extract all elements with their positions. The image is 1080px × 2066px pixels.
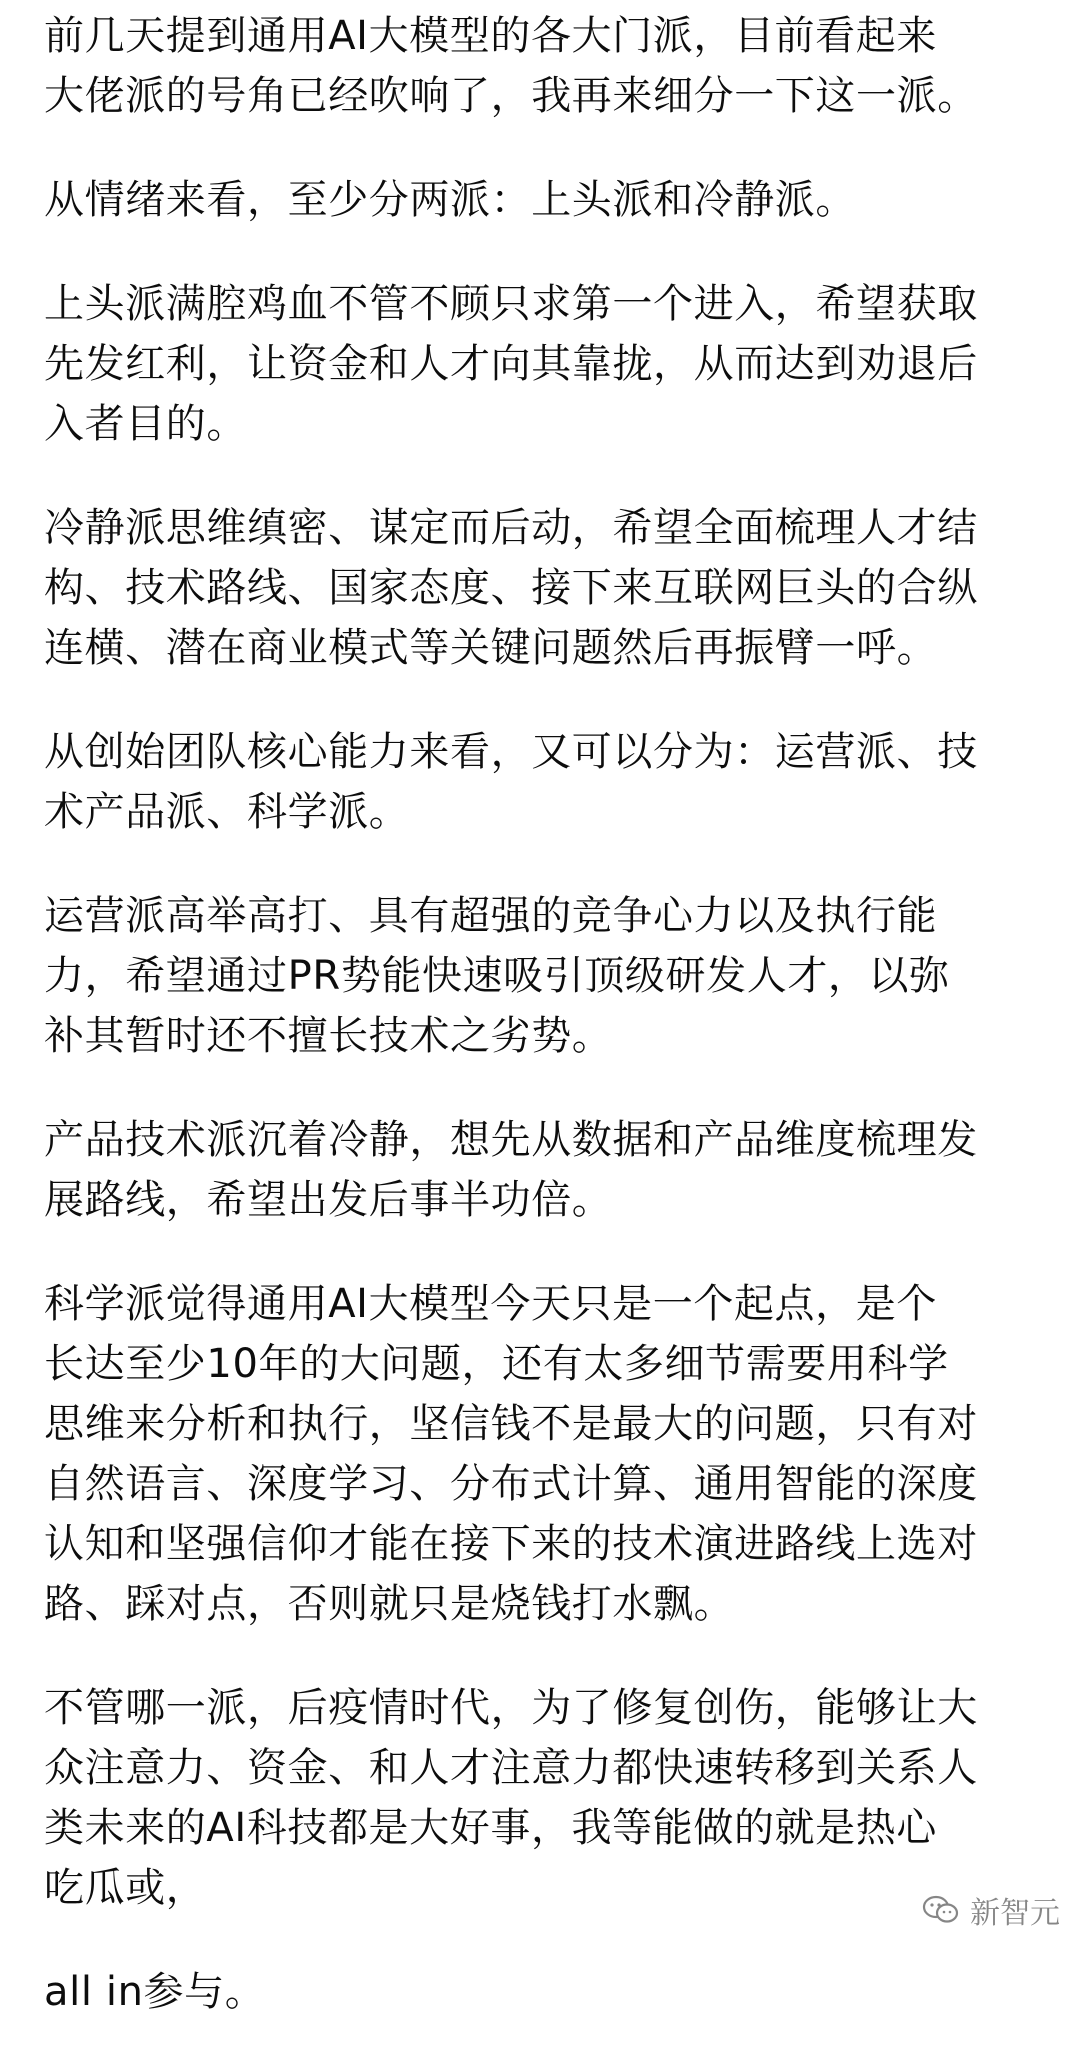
- watermark: [922, 1888, 1060, 1932]
- paragraph-5: 从创始团队核心能力来看，又可以分为：运营派、技 术产品派、科学派。: [44, 729, 978, 835]
- paragraph-3: 上头派满腔鸡血不管不顾只求第一个进入，希望获取 先发红利，让资金和人才向其靠拢，从而达到劝退后 入者目的。: [44, 281, 978, 447]
- paragraph-10: all in参与。: [44, 1969, 266, 2015]
- article-body: [44, 6, 1044, 2066]
- paragraph-2: 从情绪来看，至少分两派：上头派和冷静派。: [44, 177, 856, 223]
- paragraph-6: 运营派高举高打、具有超强的竞争心力以及执行能 力，希望通过PR势能快速吸引顶级研发人才，以弥 补其暂时还不擅长技术之劣势。: [44, 893, 950, 1059]
- paragraph-8: 科学派觉得通用AI大模型今天只是一个起点，是个 长达至少10年的大问题，还有太多细节需要用科学 思维来分析和执行，坚信钱不是最大的问题，只有对 自然语言、深度学习、分布式计算、通用智能的深度 认知和坚强信仰才能在接下来的技术演进路线上选对 路、踩对点，否则就只是烧钱打水飘。: [44, 1281, 978, 1627]
- wechat-icon: [922, 1894, 960, 1926]
- paragraph-7: 产品技术派沉着冷静，想先从数据和产品维度梳理发 展路线，希望出发后事半功倍。: [44, 1117, 978, 1223]
- paragraph-1: 前几天提到通用AI大模型的各大门派，目前看起来 大佬派的号角已经吹响了，我再来细分一下这一派。: [44, 13, 978, 119]
- paragraph-9: 不管哪一派，后疫情时代，为了修复创伤，能够让大 众注意力、资金、和人才注意力都快速转移到关系人 类未来的AI科技都是大好事，我等能做的就是热心 吃瓜或，: [44, 1685, 978, 1911]
- watermark-label: 新智元: [970, 1896, 1060, 1931]
- paragraph-4: 冷静派思维缜密、谋定而后动，希望全面梳理人才结 构、技术路线、国家态度、接下来互联网巨头的合纵 连横、潜在商业模式等关键问题然后再振臂一呼。: [44, 505, 978, 671]
